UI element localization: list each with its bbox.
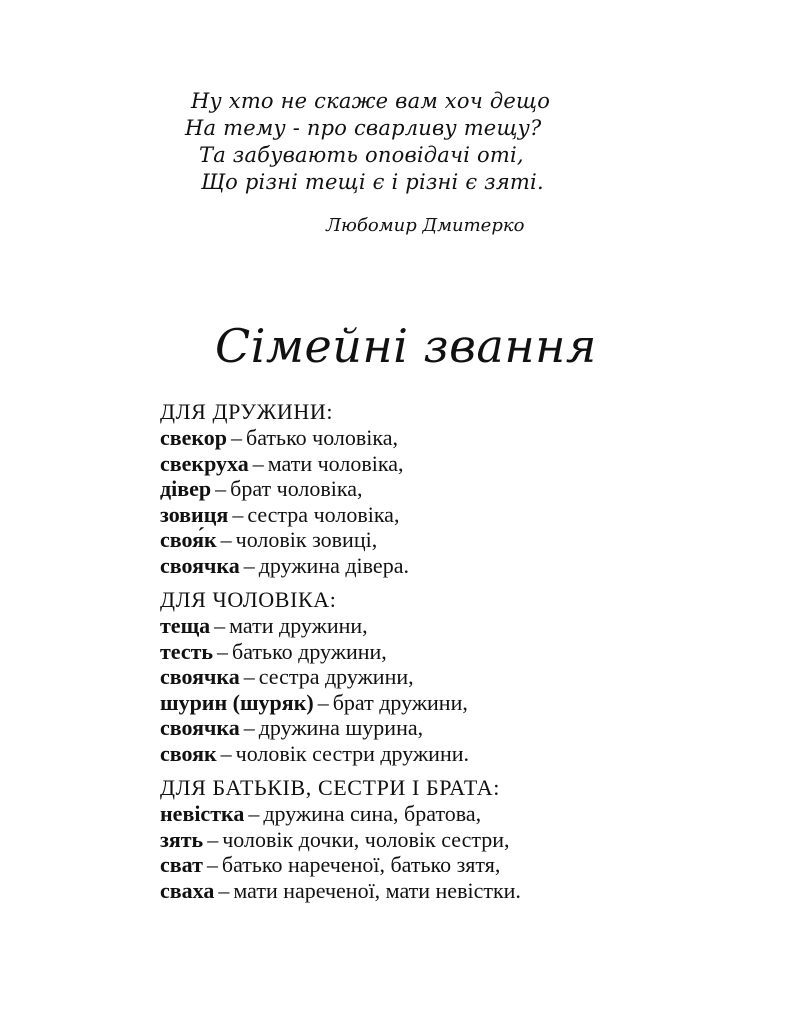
term-word: своячка xyxy=(160,552,240,578)
term-word: своячка xyxy=(160,664,240,689)
term-word: дівер xyxy=(160,476,212,501)
term-definition: батько чоловіка, xyxy=(246,425,399,450)
term-definition: мати дружини, xyxy=(229,613,368,638)
term-entry xyxy=(160,801,760,827)
term-dash: – xyxy=(215,476,227,501)
term-dash: – xyxy=(231,425,243,450)
term-entry xyxy=(160,613,760,639)
term-entry xyxy=(160,451,760,477)
term-dash: – xyxy=(214,613,226,638)
term-word: зовиця xyxy=(160,501,229,527)
term-definition: дружина шурина, xyxy=(258,715,424,740)
epigraph-line: На тему - про сварливу тещу? xyxy=(185,116,542,140)
term-dash: – xyxy=(220,740,232,766)
term-definition: батько дружини, xyxy=(232,638,387,664)
term-definition: брат дружини, xyxy=(332,689,468,715)
epigraph-line: Що різні тещі є і різні є зяті. xyxy=(201,170,544,194)
term-word: сват xyxy=(160,852,203,877)
term-definition: сестра чоловіка, xyxy=(247,501,400,527)
term-entry xyxy=(160,476,760,502)
term-entry xyxy=(160,553,760,579)
term-definition: мати чоловіка, xyxy=(267,450,404,476)
term-definition: чоловік сестри дружини. xyxy=(235,740,469,766)
term-word: своя́к xyxy=(160,527,217,552)
epigraph-line: Ну хто не скаже вам хоч дещо xyxy=(191,89,551,113)
section-heading: ДЛЯ ДРУЖИНИ: xyxy=(160,399,334,424)
epigraph-author: Любомир Дмитерко xyxy=(326,215,525,236)
term-dash: – xyxy=(206,852,218,877)
term-entry xyxy=(160,878,760,904)
term-definition: мати нареченої, мати невістки. xyxy=(233,877,521,903)
term-dash: – xyxy=(243,552,255,578)
term-definition: сестра дружини, xyxy=(258,664,414,689)
term-dash: – xyxy=(248,801,260,826)
family-terms-list xyxy=(160,399,760,903)
term-word: свекруха xyxy=(160,450,249,476)
term-dash: – xyxy=(220,527,232,552)
section-for-parents-siblings xyxy=(160,775,760,903)
term-entry xyxy=(160,741,760,767)
term-word: теща xyxy=(160,613,211,638)
term-definition: батько нареченої, батько зятя, xyxy=(221,852,501,877)
term-entry xyxy=(160,425,760,451)
term-word: зять xyxy=(160,826,204,852)
term-word: свекор xyxy=(160,425,228,450)
term-dash: – xyxy=(317,689,329,715)
term-entry xyxy=(160,502,760,528)
section-for-husband xyxy=(160,587,760,766)
term-dash: – xyxy=(207,826,219,852)
term-entry xyxy=(160,690,760,716)
term-entry xyxy=(160,664,760,690)
term-word: своячка xyxy=(160,715,240,740)
term-entry xyxy=(160,527,760,553)
section-heading: ДЛЯ БАТЬКІВ, СЕСТРИ І БРАТА: xyxy=(160,775,500,800)
term-definition: чоловік зовиці, xyxy=(235,527,378,552)
term-word: свояк xyxy=(160,740,217,766)
term-entry xyxy=(160,715,760,741)
section-for-wife xyxy=(160,399,760,578)
term-dash: – xyxy=(243,664,255,689)
term-entry xyxy=(160,639,760,665)
page-title: Сімейні звання xyxy=(215,319,597,373)
term-entry xyxy=(160,852,760,878)
term-word: невістка xyxy=(160,801,245,826)
term-definition: дружина дівера. xyxy=(258,552,409,578)
term-dash: – xyxy=(218,877,230,903)
term-dash: – xyxy=(252,450,264,476)
term-dash: – xyxy=(232,501,244,527)
term-definition: чоловік дочки, чоловік сестри, xyxy=(222,826,510,852)
term-definition: брат чоловіка, xyxy=(230,476,363,501)
term-word: сваха xyxy=(160,877,215,903)
term-word: шурин (шуряк) xyxy=(160,689,314,715)
epigraph-poem xyxy=(185,88,551,196)
term-definition: дружина сина, братова, xyxy=(263,801,482,826)
term-word: тесть xyxy=(160,638,214,664)
term-dash: – xyxy=(243,715,255,740)
epigraph-line: Та забувають оповідачі оті, xyxy=(199,143,524,167)
section-heading: ДЛЯ ЧОЛОВІКА: xyxy=(160,587,337,612)
term-entry xyxy=(160,827,760,853)
term-dash: – xyxy=(217,638,229,664)
